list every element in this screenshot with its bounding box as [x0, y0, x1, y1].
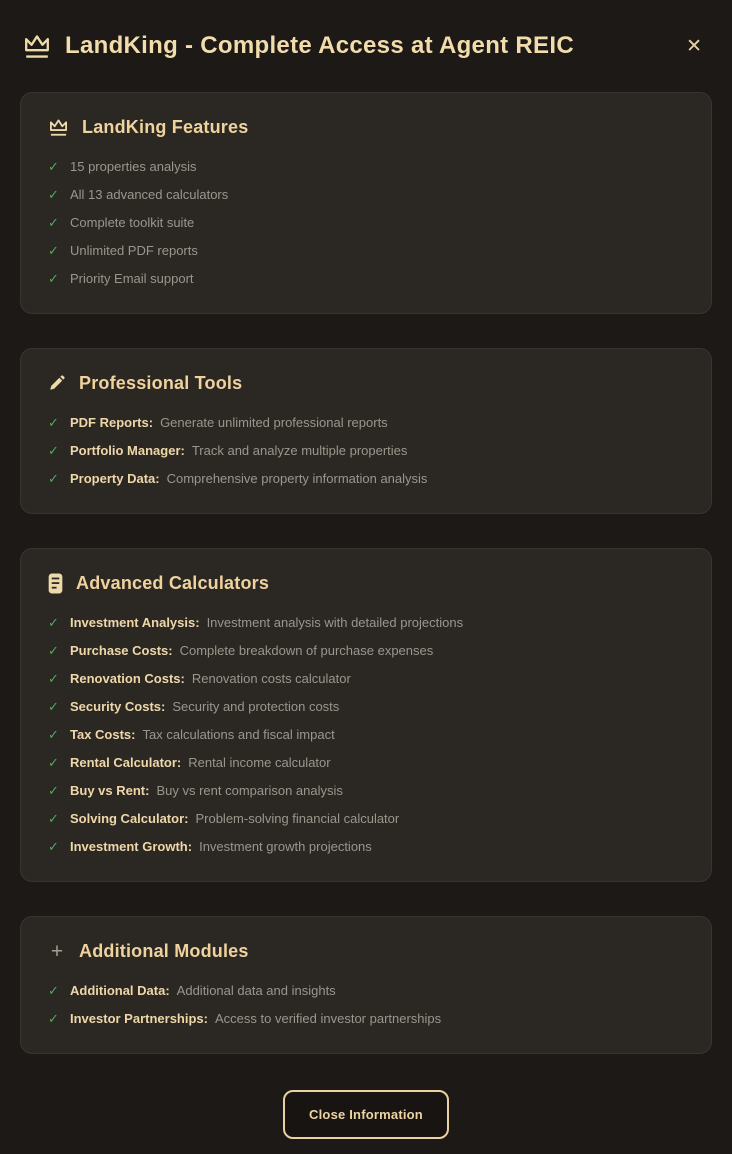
tool-text: Track and analyze multiple properties [191, 443, 408, 458]
calculator-label: Solving Calculator: [70, 811, 189, 826]
check-icon: ✓ [48, 187, 59, 202]
modal-footer [20, 1090, 712, 1139]
calculator-text: Problem-solving financial calculator [195, 811, 400, 826]
module-label: Investor Partnerships: [70, 1011, 208, 1026]
calculator-text: Investment analysis with detailed projections [206, 615, 464, 630]
tool-label: Portfolio Manager: [70, 443, 185, 458]
section-title: Additional Modules [79, 940, 249, 961]
modal-header [0, 0, 732, 92]
plus-icon: + [50, 939, 64, 963]
features-card-head [48, 114, 684, 140]
advanced-calculators-card-head [48, 570, 684, 596]
check-icon: ✓ [48, 615, 59, 630]
calculator-item [48, 749, 684, 777]
crown-icon [48, 118, 69, 137]
tool-label: PDF Reports: [70, 415, 154, 430]
tool-text: Generate unlimited professional reports [160, 415, 388, 430]
calculator-label: Purchase Costs: [70, 643, 173, 658]
modal-title: LandKing - Complete Access at Agent REIC [65, 32, 574, 59]
calculator-label: Investment Growth: [70, 839, 193, 854]
calculator-label: Renovation Costs: [70, 671, 185, 686]
pencil-icon [48, 374, 66, 392]
calculator-label: Security Costs: [70, 699, 166, 714]
feature-item [48, 237, 684, 265]
close-information-button[interactable]: Close Information [283, 1090, 449, 1139]
feature-text: Unlimited PDF reports [70, 243, 198, 258]
close-icon[interactable]: ✕ [680, 33, 708, 60]
feature-text: All 13 advanced calculators [70, 187, 229, 202]
calculator-item [48, 665, 684, 693]
check-icon: ✓ [48, 811, 59, 826]
calculator-text: Complete breakdown of purchase expenses [179, 643, 434, 658]
section-title: LandKing Features [82, 116, 249, 137]
check-icon: ✓ [48, 1011, 59, 1026]
section-title: Professional Tools [79, 372, 243, 393]
modal-body [0, 92, 732, 1139]
professional-tools-card [20, 348, 712, 514]
check-icon: ✓ [48, 443, 59, 458]
feature-item [48, 209, 684, 237]
calculator-text: Security and protection costs [172, 699, 340, 714]
additional-modules-card-head [48, 938, 684, 964]
feature-item [48, 153, 684, 181]
calculator-label: Investment Analysis: [70, 615, 200, 630]
calculator-item [48, 777, 684, 805]
check-icon: ✓ [48, 215, 59, 230]
calculator-label: Buy vs Rent: [70, 783, 150, 798]
calculator-label: Rental Calculator: [70, 755, 182, 770]
module-label: Additional Data: [70, 983, 170, 998]
calculator-item [48, 833, 684, 861]
calculator-text: Rental income calculator [188, 755, 331, 770]
calculator-item [48, 721, 684, 749]
section-title: Advanced Calculators [76, 572, 270, 593]
calculator-text: Renovation costs calculator [191, 671, 351, 686]
check-icon: ✓ [48, 159, 59, 174]
tool-label: Property Data: [70, 471, 160, 486]
check-icon: ✓ [48, 699, 59, 714]
module-text: Access to verified investor partnerships [215, 1011, 442, 1026]
calculator-text: Buy vs rent comparison analysis [156, 783, 343, 798]
check-icon: ✓ [48, 415, 59, 430]
feature-text: 15 properties analysis [70, 159, 197, 174]
feature-text: Complete toolkit suite [70, 215, 195, 230]
additional-modules-card [20, 916, 712, 1054]
features-card [20, 92, 712, 314]
module-item [48, 977, 684, 1005]
calculator-item [48, 637, 684, 665]
check-icon: ✓ [48, 243, 59, 258]
calculator-text: Investment growth projections [199, 839, 372, 854]
check-icon: ✓ [48, 983, 59, 998]
calculator-text: Tax calculations and fiscal impact [142, 727, 335, 742]
tool-item [48, 465, 684, 493]
module-text: Additional data and insights [176, 983, 336, 998]
check-icon: ✓ [48, 727, 59, 742]
calculator-item [48, 805, 684, 833]
tool-text: Comprehensive property information analysis [166, 471, 428, 486]
tool-item [48, 409, 684, 437]
check-icon: ✓ [48, 839, 59, 854]
check-icon: ✓ [48, 471, 59, 486]
module-item [48, 1005, 684, 1033]
tool-item [48, 437, 684, 465]
calculator-label: Tax Costs: [70, 727, 136, 742]
feature-item [48, 181, 684, 209]
check-icon: ✓ [48, 755, 59, 770]
calculator-item [48, 609, 684, 637]
check-icon: ✓ [48, 671, 59, 686]
advanced-calculators-card [20, 548, 712, 882]
calculator-item [48, 693, 684, 721]
feature-item [48, 265, 684, 293]
feature-text: Priority Email support [70, 271, 194, 286]
check-icon: ✓ [48, 643, 59, 658]
check-icon: ✓ [48, 271, 59, 286]
crown-icon [22, 33, 52, 60]
calculator-icon [48, 573, 63, 594]
professional-tools-card-head [48, 370, 684, 396]
check-icon: ✓ [48, 783, 59, 798]
